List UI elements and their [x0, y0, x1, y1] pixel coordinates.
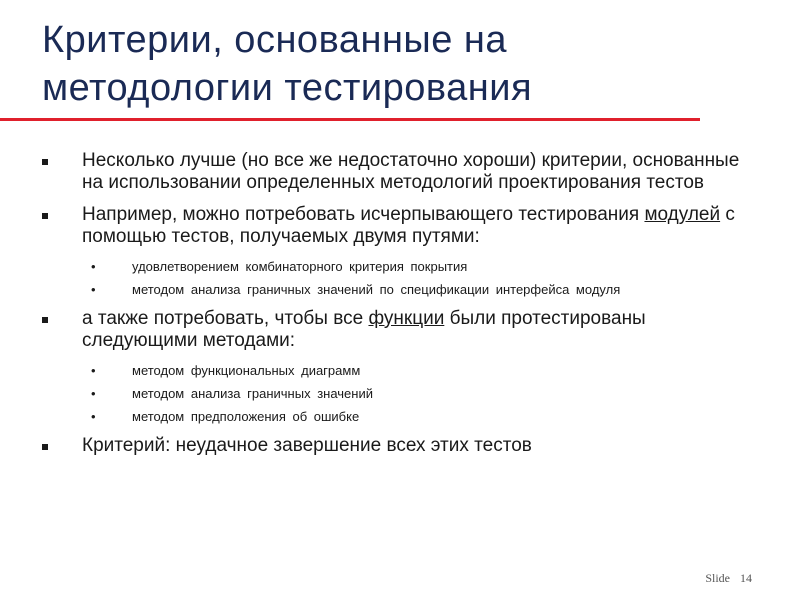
title-underline-rule: [0, 118, 700, 121]
bullet-4-text: Критерий: неудачное завершение всех этих тестов: [82, 435, 532, 456]
bullet-1-text: Несколько лучше (но все же недостаточно хороши) критерии, основанные на использовании определенных методологий проектирования тестов: [82, 150, 740, 193]
bullet-2-text-after: с помощью тестов, получаемых двумя путями:: [82, 204, 735, 247]
sub-bullet-3-2-text: методом анализа граничных значений: [132, 386, 373, 401]
square-bullet-icon: [42, 159, 48, 165]
square-bullet-icon: [42, 317, 48, 323]
dot-bullet-icon: •: [91, 363, 96, 378]
bullet-3-link-functions[interactable]: функции: [368, 308, 445, 329]
dot-bullet-icon: •: [91, 386, 96, 401]
slide-title-line-2: методологии тестирования: [42, 67, 533, 109]
bullet-3: [38, 308, 758, 352]
sub-bullet-3-2: [38, 385, 758, 402]
sub-bullet-2-2: [38, 281, 758, 298]
sub-bullet-3-1-text: методом функциональных диаграмм: [132, 363, 361, 378]
bullet-2-text-before: Например, можно потребовать исчерпывающего тестирования: [82, 204, 645, 225]
dot-bullet-icon: •: [91, 282, 96, 297]
sub-bullet-2-1-text: удовлетворением комбинаторного критерия покрытия: [132, 259, 468, 274]
bullet-2: [38, 204, 758, 248]
slide-title: [42, 16, 742, 112]
sub-bullet-3-3: [38, 408, 758, 425]
dot-bullet-icon: •: [91, 259, 96, 274]
bullet-1: [38, 150, 758, 194]
bullet-3-text-before: а также потребовать, чтобы все: [82, 308, 369, 329]
sub-bullet-3-1: [38, 362, 758, 379]
slide-footer: [705, 571, 752, 586]
sub-bullet-2-2-text: методом анализа граничных значений по спецификации интерфейса модуля: [132, 282, 621, 297]
slide-content: [38, 150, 758, 467]
square-bullet-icon: [42, 213, 48, 219]
square-bullet-icon: [42, 444, 48, 450]
sub-bullet-2-1: [38, 258, 758, 275]
slide-label: Slide: [705, 571, 730, 585]
bullet-3-text-after: были протестированы следующими методами:: [82, 308, 646, 351]
sub-bullet-3-3-text: методом предположения об ошибке: [132, 409, 360, 424]
bullet-2-link-modules[interactable]: модулей: [644, 204, 721, 225]
slide-title-line-1: Критерии, основанные на: [42, 19, 508, 61]
bullet-4: [38, 435, 758, 457]
dot-bullet-icon: •: [91, 409, 96, 424]
slide-number: 14: [740, 571, 752, 585]
